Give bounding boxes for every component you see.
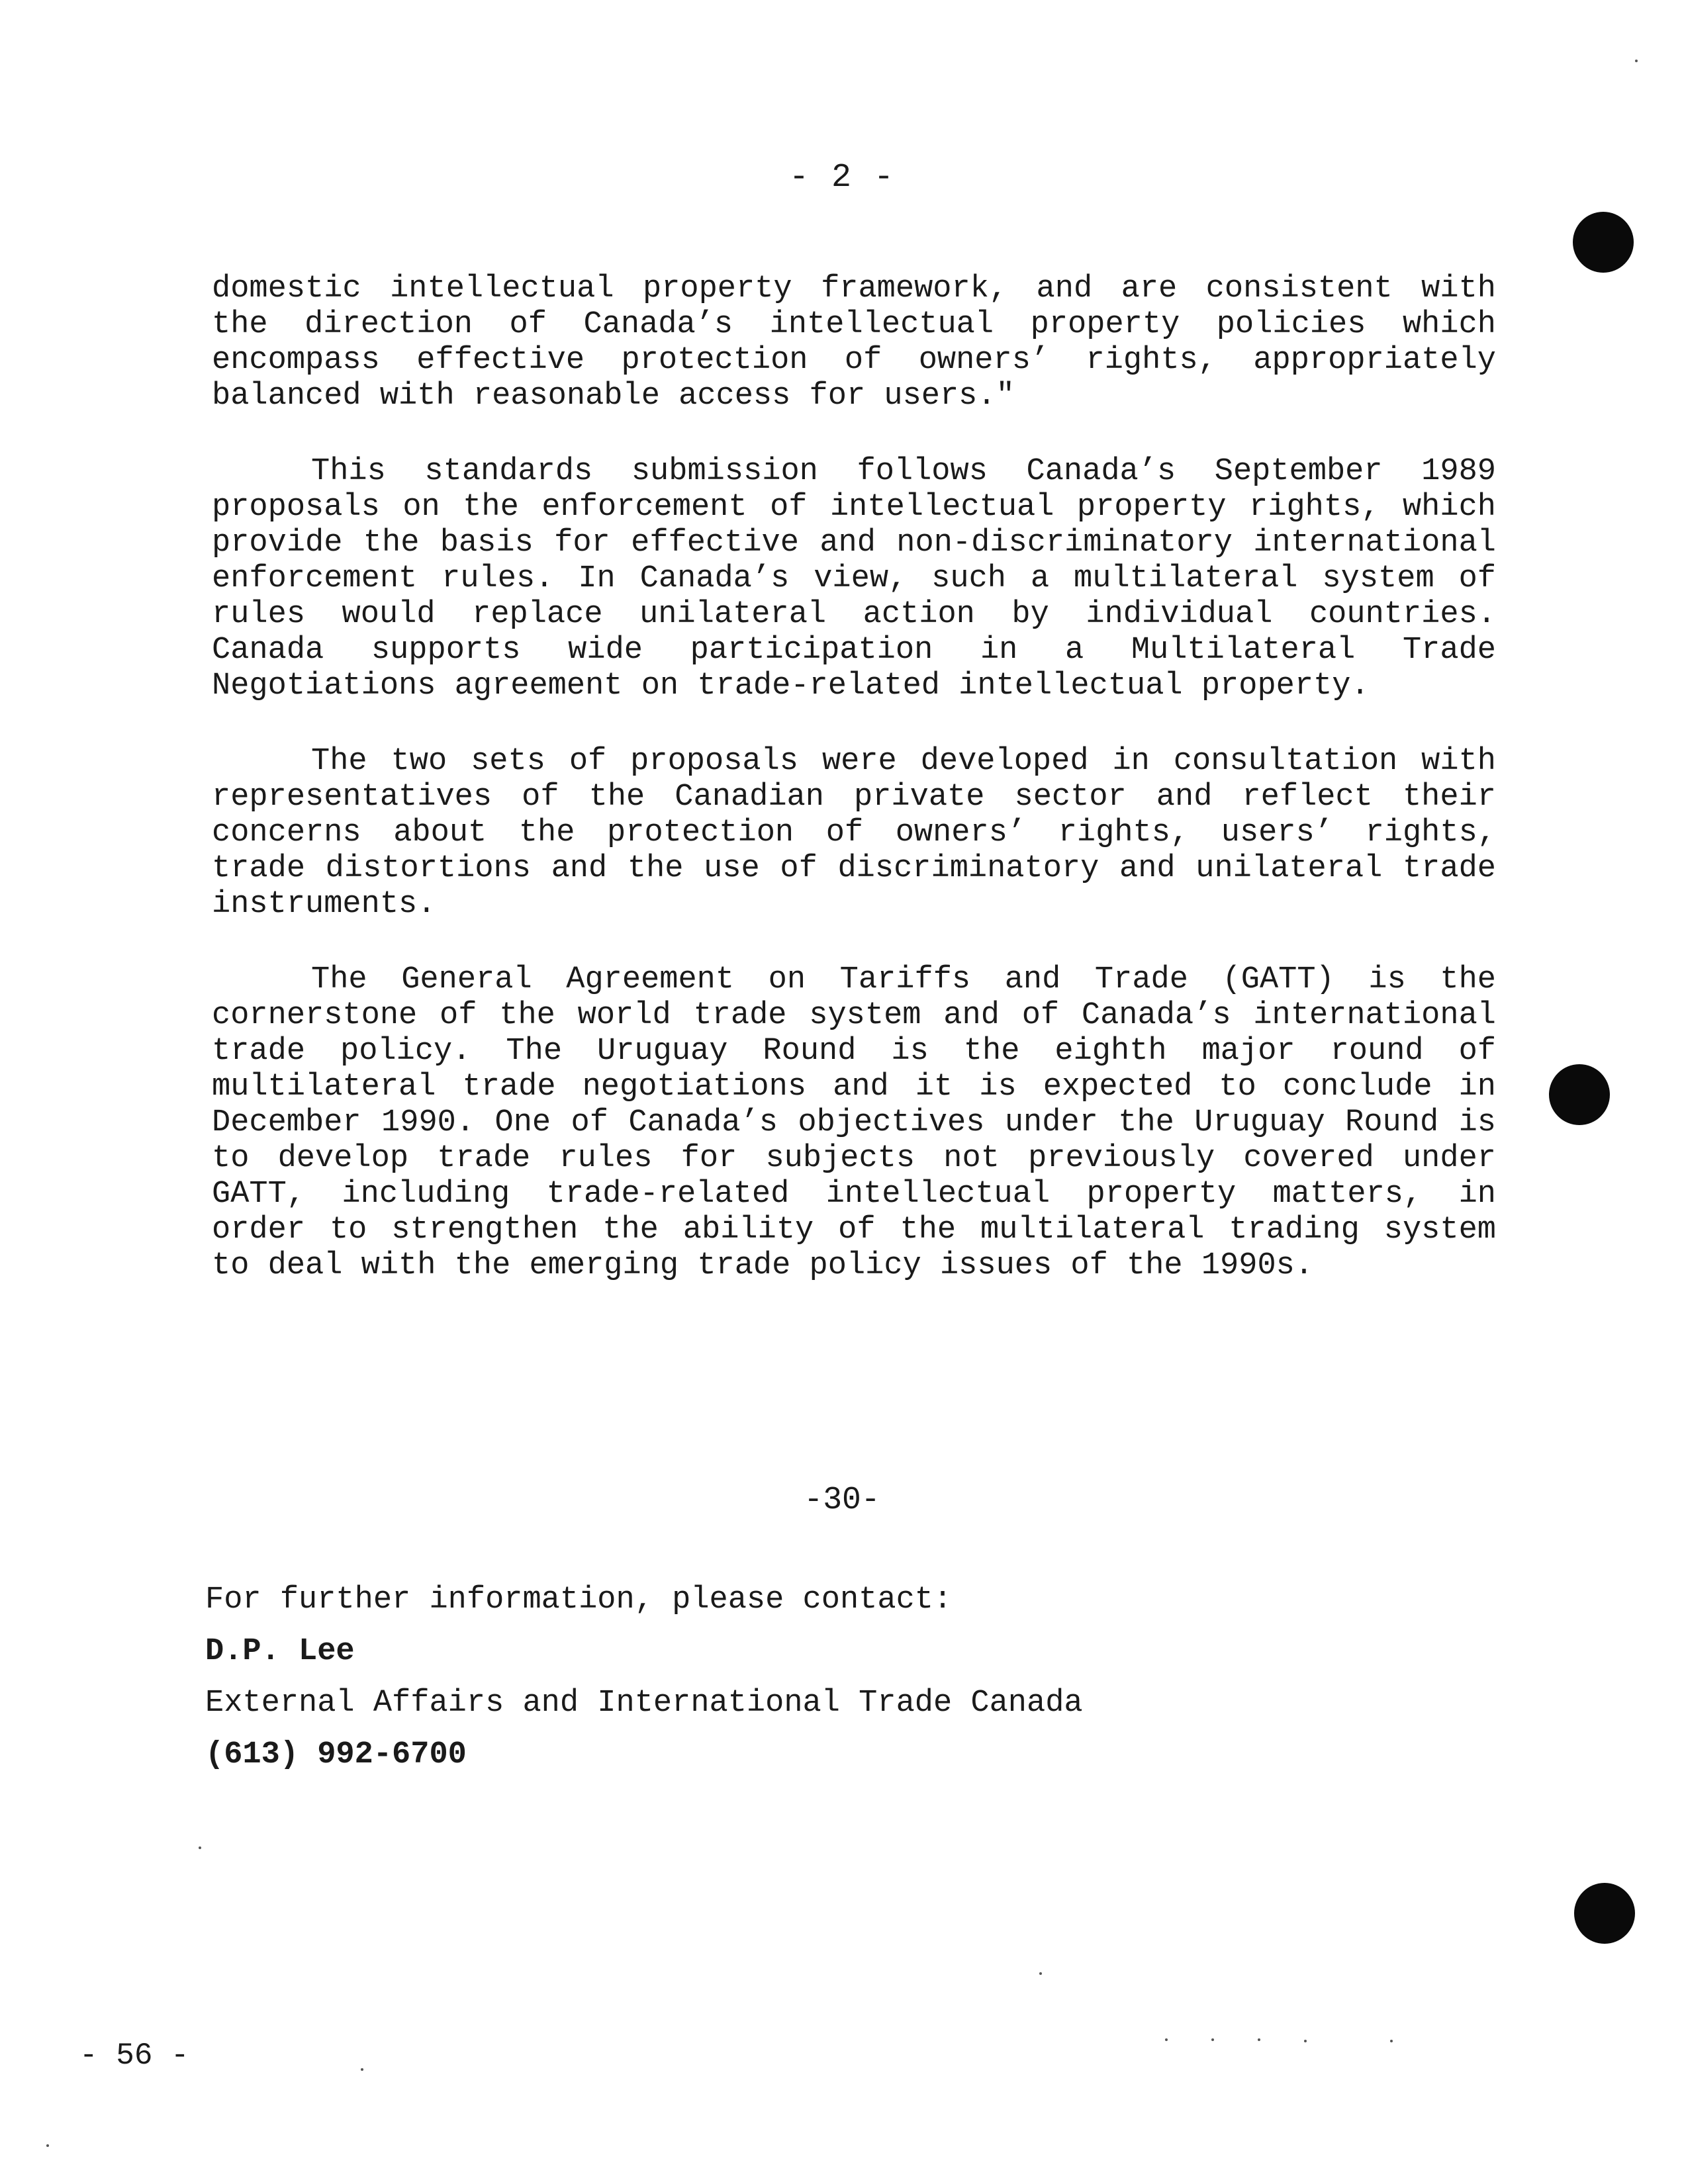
scan-speck bbox=[46, 2144, 49, 2147]
scan-speck bbox=[1039, 1972, 1042, 1975]
punch-hole-bottom bbox=[1574, 1883, 1635, 1944]
scan-speck bbox=[1211, 2038, 1214, 2041]
contact-phone: (613) 992-6700 bbox=[205, 1737, 467, 1772]
footer-page-number: - 56 - bbox=[79, 2038, 189, 2073]
scan-speck bbox=[1304, 2040, 1307, 2042]
punch-hole-top bbox=[1573, 212, 1634, 273]
contact-intro: For further information, please contact: bbox=[205, 1582, 953, 1617]
paragraph-4: The General Agreement on Tariffs and Trade (GATT) is the cornerstone of the world trade system and of Canada’s international trade policy. The Uruguay Round is the eighth major round of multilateral trade negotiations and it is expected to conclude in December 1990. One of Canada’s objectives under the Uruguay Round is to develop trade rules for subjects not previously covered under GATT, including trade-related intellectual property matters, in order to strengthen the ability of the multilateral trading system to deal with the emerging trade policy issues of the 1990s. bbox=[212, 962, 1496, 1283]
paragraph-3: The two sets of proposals were developed in consultation with representatives of the Canadian private sector and reflect their concerns about the protection of owners’ rights, users’ rights, trade distortions and the use of discriminatory and unilateral trade instruments. bbox=[212, 744, 1496, 922]
paragraph-1: domestic intellectual property framework, and are consistent with the direction of Canada’s intellectual property policies which encompass effective protection of owners’ rights, appropriately balanced with reasonable access for users." bbox=[212, 271, 1496, 414]
contact-block bbox=[205, 1582, 1397, 1788]
scan-speck bbox=[1165, 2038, 1168, 2041]
body-text bbox=[212, 271, 1496, 1324]
scan-speck bbox=[361, 2068, 363, 2071]
scan-speck bbox=[1390, 2040, 1393, 2042]
page-header-number: - 2 - bbox=[788, 159, 896, 197]
end-mark: -30- bbox=[804, 1482, 880, 1518]
punch-hole-middle bbox=[1549, 1064, 1610, 1125]
scan-speck bbox=[1635, 60, 1638, 62]
contact-name: D.P. Lee bbox=[205, 1634, 355, 1669]
contact-organization: External Affairs and International Trade Canada bbox=[205, 1686, 1083, 1721]
paragraph-2: This standards submission follows Canada’s September 1989 proposals on the enforcement of intellectual property rights, which provide the basis for effective and non-discriminatory international enforcement rules. In Canada’s view, such a multilateral system of rules would replace unilateral action by individual countries. Canada supports wide participation in a Multilateral Trade Negotiations agreement on trade-related intellectual property. bbox=[212, 454, 1496, 704]
scan-speck bbox=[199, 1846, 201, 1849]
scan-speck bbox=[1258, 2038, 1260, 2041]
